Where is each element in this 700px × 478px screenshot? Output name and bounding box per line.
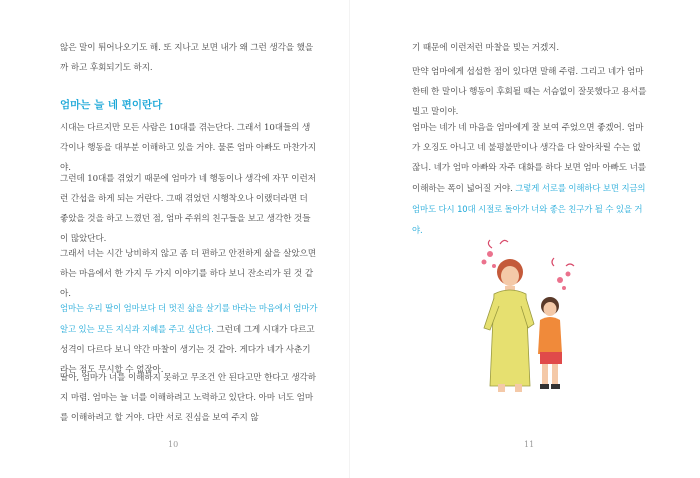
paragraph-1: 시대는 다르지만 모든 사람은 10대를 겪는단다. 그래서 10대들의 생각이나 행동을 대부분 이해하고 있을 거야. 물론 엄마 아빠도 마찬가지야. (60, 123, 316, 173)
section-heading: 엄마는 늘 네 편이란다 (60, 99, 163, 111)
mother-daughter-illustration (472, 236, 582, 396)
paragraph-4-rest: 그런데 그게 시대가 다르고 성격이 다르다 보니 약간 마찰이 생기는 것 같아. 게다가 네가 사춘기라는 점도 무시할 수 없잖아. (60, 325, 315, 375)
page-number-right: 11 (524, 440, 535, 449)
paragraph-2-text: 엄마는 네가 네 마음을 엄마에게 잘 보여 주었으면 좋겠어. 엄마가 오징도 아니고 네 불평불만이나 생각을 다 알아차릴 수는 없잖니. 네가 엄마 아빠와 자주 대화를 하다 보면 엄마 아빠도 너를 이해하는 폭이 넓어질 거야. (412, 123, 646, 194)
paragraph-2-right (412, 118, 648, 241)
paragraph-3: 그래서 너는 시간 낭비하지 않고 좀 더 편하고 안전하게 삶을 살았으면 하는 마음에서 한 가지 두 가지 이야기를 하다 보니 잔소리가 된 것 같아. (60, 249, 316, 299)
paragraph-0: 기 때문에 이런저런 마찰을 빚는 거겠지. (412, 43, 560, 53)
page-number-left: 10 (168, 440, 179, 449)
highlighted-sentence-right: 그렇게 서로를 이해하다 보면 지금의 엄마도 다시 10대 시절로 돌아가 너와 좋은 친구가 될 수 있을 거야. (412, 183, 646, 235)
book-gutter (349, 0, 350, 478)
paragraph-5: 딸아, 엄마가 너를 이해하지 못하고 무조건 안 된다고만 한다고 생각하지 마렴. 엄마는 늘 너를 이해하려고 노력하고 있단다. 아마 너도 엄마를 이해하려고 할 거야. 다만 서로 진심을 보여 주지 않 (60, 373, 316, 423)
intro-paragraph: 않은 말이 튀어나오기도 해. 또 지나고 보면 내가 왜 그런 생각을 했을까 하고 후회되기도 하지. (60, 43, 314, 73)
highlighted-sentence: 엄마는 우리 딸이 엄마보다 더 멋진 삶을 살기를 바라는 마음에서 엄마가 알고 있는 모든 지식과 지혜를 주고 싶단다. (60, 303, 318, 334)
paragraph-1-right: 만약 엄마에게 섭섭한 점이 있다면 말해 주렴. 그리고 네가 엄마한테 한 말이나 행동이 후회될 때는 서슴없이 잘못했다고 용서를 빌고 말이야. (412, 67, 647, 117)
paragraph-2: 그런데 10대를 겪었기 때문에 엄마가 네 행동이나 생각에 자꾸 이런저런 간섭을 하게 되는 거란다. 그때 겪었던 시행착오나 이랬더라면 더 좋았을 것을 하고 느꼈던 점, 엄마 주위의 친구들을 보고 생각한 것들이 많았단다. (60, 174, 316, 244)
